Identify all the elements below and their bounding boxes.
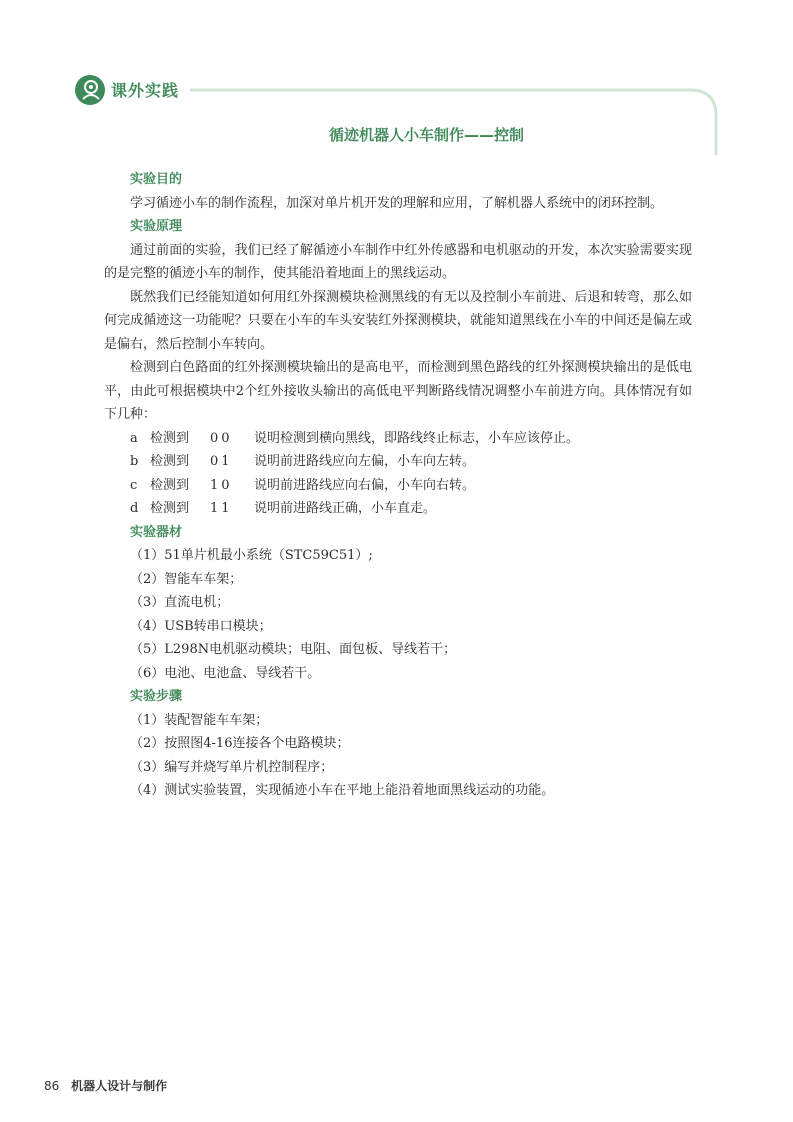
header-rule-line xyxy=(190,90,716,155)
case-label: 检测到 xyxy=(150,454,190,469)
case-code: 11 xyxy=(210,501,233,516)
principle-paragraph: 既然我们已经能知道如何用红外探测模块检测黑线的有无以及控制小车前进、后退和转弯，那么如何完成循迹这一功能呢？只要在小车的车头安装红外探测模块，就能知道黑线在小车的中间还是偏左或是偏右，然后控制小车转向。 xyxy=(104,289,692,352)
step-item: （1）装配智能车车架； xyxy=(130,712,269,728)
section-label: 课外实践 xyxy=(111,81,180,100)
case-letter: a xyxy=(130,430,138,446)
case-label: 检测到 xyxy=(150,477,190,493)
page-header xyxy=(0,0,793,170)
principle-paragraph: 检测到白色路面的红外探测模块输出的是高电平，而检测到黑色路线的红外探测模块输出的是低电平，由此可根据模块中2个红外接收头输出的高低电平判断路线情况调整小车前进方向。具体情况有如下几种： xyxy=(104,360,692,422)
step-item: （2）按照图4-16连接各个电路模块； xyxy=(130,736,350,751)
case-code: 10 xyxy=(210,477,233,493)
case-description: 说明前进路线正确，小车直走。 xyxy=(254,501,437,516)
material-item: （4）USB转串口模块； xyxy=(130,618,272,634)
main-content xyxy=(104,168,692,803)
material-item: （5）L298N电机驱动模块；电阻、面包板、导线若干； xyxy=(130,642,457,657)
case-row xyxy=(104,497,692,521)
case-row xyxy=(104,427,692,451)
case-label: 检测到 xyxy=(150,430,190,446)
book-title: 机器人设计与制作 xyxy=(71,1079,168,1093)
case-row xyxy=(104,450,692,474)
step-item: （4）测试实验装置，实现循迹小车在平地上能沿着地面黑线运动的功能。 xyxy=(130,783,555,798)
case-description: 说明检测到横向黑线，即路线终止标志，小车应该停止。 xyxy=(254,430,580,446)
purpose-heading: 实验目的 xyxy=(130,172,183,187)
practice-icon xyxy=(75,75,105,105)
case-letter: b xyxy=(130,454,139,469)
material-item: （3）直流电机； xyxy=(130,595,230,610)
materials-heading: 实验器材 xyxy=(130,524,183,540)
principle-heading: 实验原理 xyxy=(130,219,183,234)
page-number: 86 xyxy=(44,1079,60,1093)
page-title: 循迹机器人小车制作——控制 xyxy=(328,126,524,144)
case-code: 00 xyxy=(210,430,233,446)
case-label: 检测到 xyxy=(150,501,190,516)
case-row xyxy=(104,474,692,498)
case-letter: d xyxy=(130,501,139,516)
case-description: 说明前进路线应向左偏，小车向左转。 xyxy=(254,454,476,469)
material-item: （1）51单片机最小系统（STC59C51）; xyxy=(130,548,373,563)
material-item: （2）智能车车架； xyxy=(130,571,243,587)
principle-paragraph: 通过前面的实验，我们已经了解循迹小车制作中红外传感器和电机驱动的开发，本次实验需要实现的是完整的循迹小车的制作，使其能沿着地面上的黑线运动。 xyxy=(104,242,692,281)
case-letter: c xyxy=(130,477,138,493)
case-code: 01 xyxy=(210,454,233,469)
page-footer xyxy=(44,1077,167,1094)
step-item: （3）编写并烧写单片机控制程序； xyxy=(130,759,334,775)
material-item: （6）电池、电池盒、导线若干。 xyxy=(130,665,321,681)
steps-heading: 实验步骤 xyxy=(130,689,183,704)
case-description: 说明前进路线应向右偏，小车向右转。 xyxy=(254,477,476,493)
purpose-text: 学习循迹小车的制作流程，加深对单片机开发的理解和应用，了解机器人系统中的闭环控制。 xyxy=(130,195,664,211)
